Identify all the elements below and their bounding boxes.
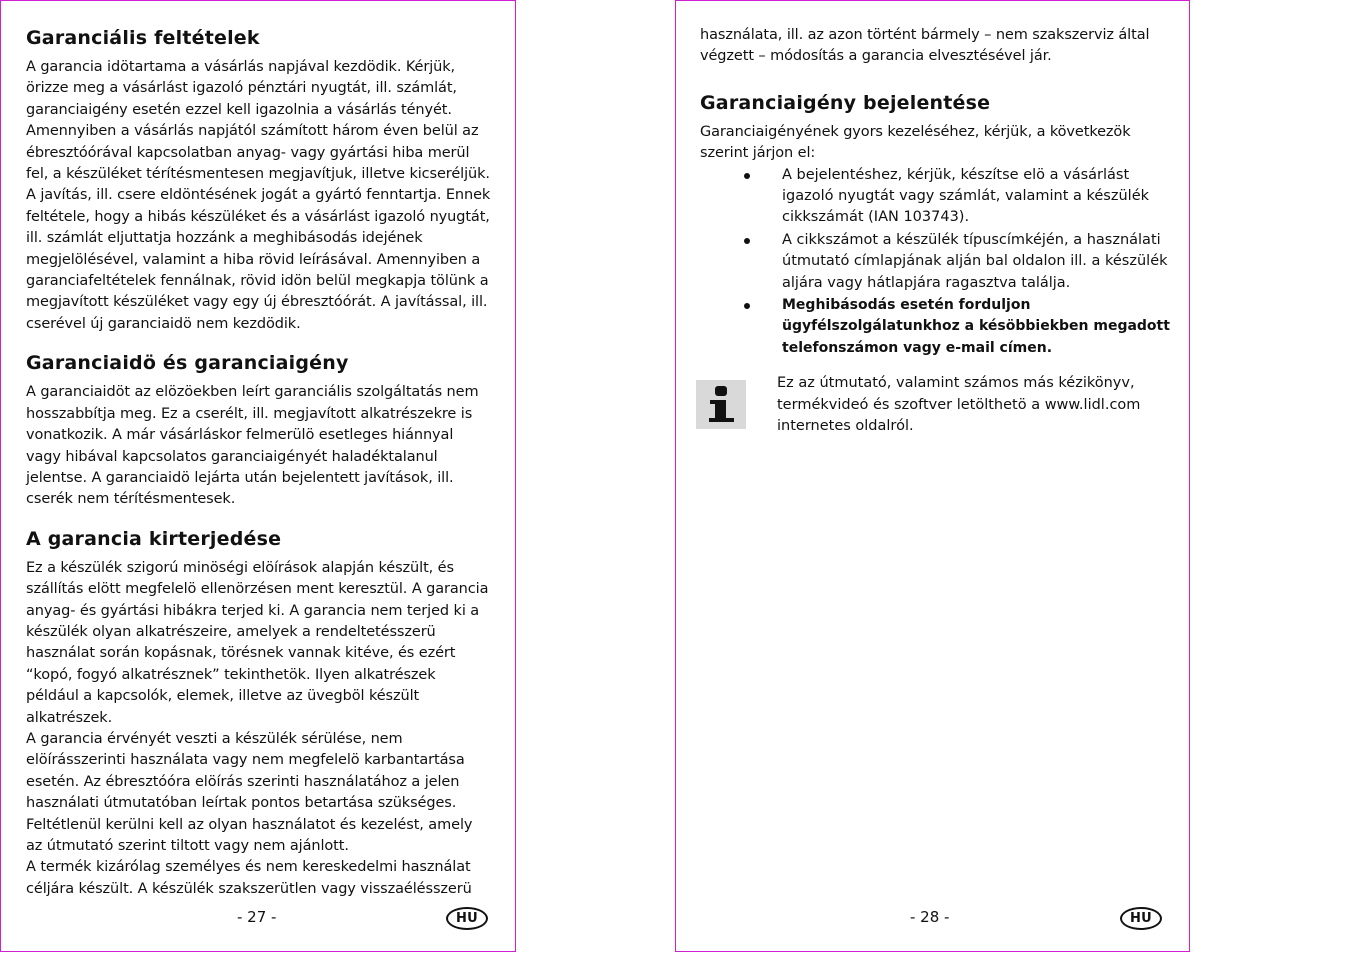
section-heading-warranty-scope: A garancia kirterjedése	[26, 527, 282, 550]
continued-text: használata, ill. az azon történt bármely – nem szakszerviz által végzett – módosítás a garancia elvesztésével jár.	[700, 27, 1150, 65]
section-body-warranty-scope-2: A garancia érvényét veszti a készülék sérülése, nem elöírásszerinti használata vagy nem megfelelö karbantartása esetén. Az ébresztóóra elöírás szerinti használatához a jelen használati útmutatóban leírtak pontos betartása szükséges. Feltétlenül kerülni kell az olyan használatot és kezelést, amely az útmutató szerint tiltott vagy nem ajánlott.	[26, 730, 473, 854]
section-body-warranty-period: A garanciaidöt az elözöekben leírt garanciális szolgáltatás nem hosszabbítja meg. Ez a cserélt, ill. megjavított alkatrészekre is vonatkozik. A már vásárláskor felmerülö esetleges hiánnyal vagy hibával kapcsolatos garanciaigényét haladéktalanul jelentse. A garanciaidö lejárta után bejelentett javítások, ill. cserék nem térítésmentesek.	[26, 384, 479, 508]
list-item	[700, 295, 1170, 359]
info-icon	[696, 380, 746, 429]
bullet-icon	[744, 238, 750, 244]
list-item	[700, 165, 1170, 229]
section-heading-warranty-terms: Garanciális feltételek	[26, 27, 260, 49]
info-note-text: Ez az útmutató, valamint számos más kézikönyv, termékvideó és szoftver letölthetö a www.lidl.com internetes oldalról.	[777, 375, 1141, 435]
section-lead-claim-report: Garanciaigényének gyors kezeléséhez, kérjük, a következök szerint járjon el:	[700, 123, 1131, 162]
page-number: - 27 -	[237, 908, 277, 926]
list-item-text: A cikkszámot a készülék típuscímkéjén, a használati útmutató címlapjának alján bal oldalon ill. a készülék aljára vagy hátlapjára ragasztva találja.	[782, 231, 1168, 291]
manual-page-right	[675, 0, 1190, 952]
language-badge: HU	[446, 907, 488, 930]
manual-page-left	[0, 0, 516, 952]
section-heading-warranty-period: Garanciaidö és garanciaigény	[26, 352, 349, 375]
list-item-text: A bejelentéshez, kérjük, készítse elö a vásárlást igazoló nyugtát vagy számlát, valamint a készülék cikkszámát (IAN 103743).	[782, 166, 1150, 226]
page-number: - 28 -	[910, 908, 950, 926]
claim-steps-list	[700, 165, 1170, 360]
section-heading-claim-report: Garanciaigény bejelentése	[700, 91, 991, 114]
list-item-text: Meghibásodás esetén forduljon ügyfélszolgálatunkhoz a késöbbiekben megadott telefonszámon vagy e-mail címen.	[782, 297, 1170, 356]
language-badge: HU	[1120, 907, 1162, 930]
section-body-warranty-terms: A garancia idötartama a vásárlás napjával kezdödik. Kérjük, örizze meg a vásárlást igazoló pénztári nyugtát, ill. számlát, garanciaigény esetén ezzel kell igazolnia a vásárlás tényét. Amennyiben a vásárlás napjától számított három éven belül az ébresztóórával kapcsolatban anyag- vagy gyártási hiba merül fel, a készüléket térítésmentesen megjavítjuk, illetve kicseréljük. A javítás, ill. csere eldöntésének jogát a gyártó fenntartja. Ennek feltétele, hogy a hibás készüléket és a vásárlást igazoló nyugtát, ill. számlát eljuttatja hozzánk a meghibásodás idejének megjelölésével, valamint a hiba rövid leírásával. Amennyiben a garanciafeltételek fennálnak, rövid idön belül megkapja tölünk a megjavított készüléket vagy egy új ébresztóórát. A javítással, ill. cserével új garanciaidö nem kezdödik.	[26, 59, 491, 332]
section-body-warranty-scope: Ez a készülék szigorú minöségi elöírások alapján készült, és szállítás elött megfelelö ellenörzésen ment keresztül. A garancia anyag- és gyártási hibákra terjed ki. A garancia nem terjed ki a készülék olyan alkatrészeire, amelyek a rendeltetésszerü használat során kopásnak, törésnek vannak kitéve, és ezért “kopó, fogyó alkatrésznek” tekinthetök. Ilyen alkatrészek például a kapcsolók, elemek, illetve az üvegböl készült alkatrészek.	[26, 559, 489, 726]
section-body-warranty-scope-3: A termék kizárólag személyes és nem kereskedelmi használat céljára készült. A készülék szakszerütlen vagy visszaélésszerü	[26, 859, 472, 897]
right-page-content	[700, 25, 1170, 438]
info-note	[700, 373, 1170, 437]
left-page-content	[26, 25, 491, 900]
bullet-icon	[744, 303, 750, 309]
list-item	[700, 230, 1170, 294]
bullet-icon	[744, 173, 750, 179]
